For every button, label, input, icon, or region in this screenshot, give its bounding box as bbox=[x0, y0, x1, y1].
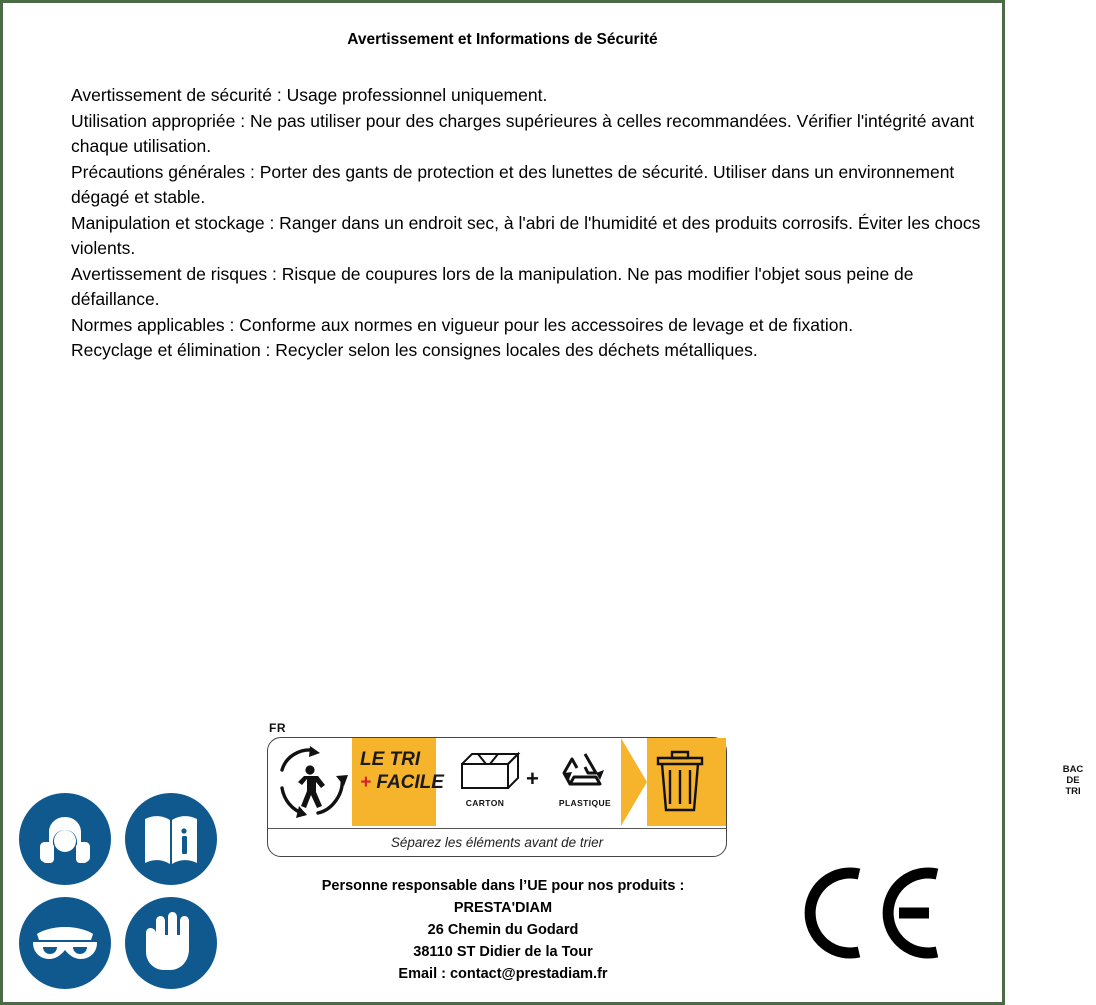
safety-paragraph: Avertissement de sécurité : Usage professionnel uniquement. bbox=[71, 85, 548, 105]
bin-item bbox=[640, 744, 1084, 825]
triman-language-code: FR bbox=[269, 721, 286, 735]
safety-paragraph: Précautions générales : Porter des gants de protection et des lunettes de sécurité. Utiliser dans un environnement dégagé et stable. bbox=[71, 161, 955, 207]
safety-paragraph: Avertissement de risques : Risque de coupures lors de la manipulation. Ne pas modifier l'objet sous peine de défaillance. bbox=[71, 263, 914, 309]
safety-paragraph: Manipulation et stockage : Ranger dans un endroit sec, à l'abri de l'humidité et des produits corrosifs. Éviter les chocs violents. bbox=[71, 212, 981, 258]
responsible-person-block bbox=[153, 875, 853, 985]
triman-slogan-plus: + bbox=[360, 772, 372, 793]
intro-part1: Personne responsable dans l’ bbox=[321, 878, 528, 894]
carton-caption: CARTON bbox=[465, 798, 505, 808]
safety-paragraph: Normes applicables : Conforme aux normes en vigueur pour les accessoires de levage et de fixation. bbox=[71, 314, 854, 335]
triman-slogan-line2: FACILE bbox=[376, 772, 444, 793]
intro-part2: pour nos produits : bbox=[547, 878, 685, 894]
triman-slogan bbox=[360, 748, 444, 794]
company-name: PRESTA'DIAM bbox=[453, 900, 553, 916]
contact-email: Email : contact@prestadiam.fr bbox=[398, 966, 608, 982]
plastique-caption: PLASTIQUE bbox=[558, 798, 612, 808]
eye-protection-icon bbox=[19, 897, 111, 989]
items-operator: + bbox=[526, 766, 539, 791]
ce-mark-icon bbox=[803, 858, 953, 968]
triman-recycling-label bbox=[267, 721, 1084, 856]
carton-box-icon bbox=[448, 746, 522, 792]
safety-text-block bbox=[71, 83, 981, 364]
address-line-1: 26 Chemin du Godard bbox=[427, 922, 579, 938]
bin-caption-line1: BAC bbox=[1062, 764, 1084, 775]
page-title: Avertissement et Informations de Sécurité bbox=[347, 31, 658, 48]
recycle-triangle-icon bbox=[546, 746, 624, 792]
responsible-person-intro bbox=[153, 875, 853, 897]
safety-paragraph: Recyclage et élimination : Recycler selon les consignes locales des déchets métalliques. bbox=[71, 340, 758, 360]
ear-protection-icon bbox=[19, 793, 111, 885]
recycling-bin-icon bbox=[640, 744, 720, 820]
safety-paragraph: Utilisation appropriée : Ne pas utiliser pour des charges supérieures à celles recommandées. Vérifier l'intégrité avant chaque utilisation. bbox=[71, 110, 975, 156]
bin-caption-line3: TRI bbox=[1065, 786, 1081, 797]
address-line-2: 38110 ST Didier de la Tour bbox=[413, 944, 593, 960]
carton-item bbox=[448, 746, 522, 808]
plastique-item bbox=[546, 746, 624, 808]
bin-caption bbox=[1050, 764, 1096, 797]
bin-caption-line2: DE bbox=[1066, 775, 1080, 786]
triman-slogan-line1: LE TRI bbox=[360, 749, 421, 770]
triman-box bbox=[267, 737, 1084, 857]
triman-footer-text: Séparez les éléments avant de trier bbox=[268, 828, 726, 857]
read-instructions-icon bbox=[125, 793, 217, 885]
intro-ue: UE bbox=[527, 878, 548, 894]
triman-figure-icon bbox=[274, 744, 350, 820]
